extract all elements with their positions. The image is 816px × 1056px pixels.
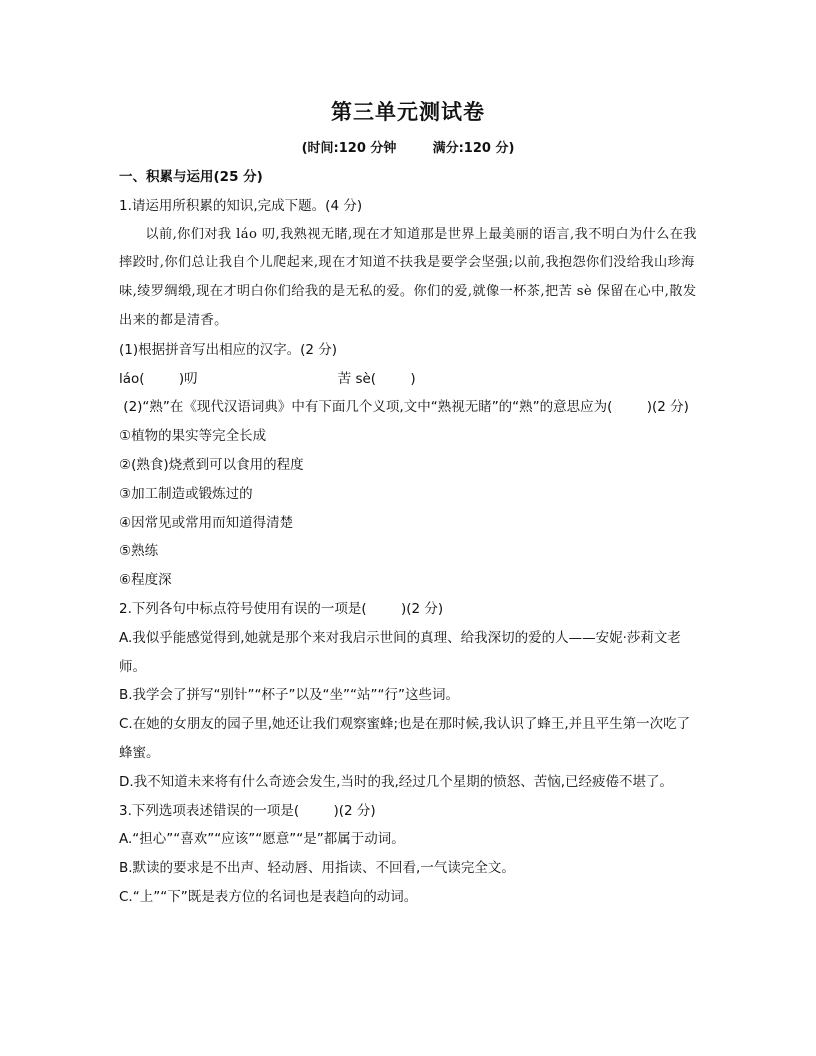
option-item: ⑥程度深: [119, 572, 172, 589]
question-3-option-a: A.“担心”“喜欢”“应该”“愿意”“是”都属于动词。: [119, 831, 405, 848]
question-1-passage: 以前,你们对我 láo 叨,我熟视无睹,现在才知道那是世界上最美丽的语言,我不明白为什么在我摔跤时,你们总让我自个儿爬起来,现在才知道不扶我是要学会坚强;以前,我抱怨你们没给我山珍海味,绫罗绸缎,现在才明白你们给我的是无私的爱。你们的爱,就像一杯茶,把苦 sè 保留在心中,散发出来的都是清香。: [119, 226, 697, 328]
question-2-prompt: 2.下列各句中标点符号使用有误的一项是( )(2 分): [119, 600, 444, 617]
question-2-option-b: B.我学会了拼写“别针”“杯子”以及“坐”“站”“行”这些词。: [119, 687, 459, 704]
blank-lao: láo( )叨: [119, 370, 198, 387]
page-title: 第三单元测试卷: [331, 100, 485, 124]
question-2-option-d: D.我不知道未来将有什么奇迹会发生,当时的我,经过几个星期的愤怒、苦恼,已经疲倦不堪了。: [119, 773, 674, 790]
question-2-option-c: C.在她的女朋友的园子里,她还让我们观察蜜蜂;也是在那时候,我认识了蜂王,并且平生第一次吃了蜂蜜。: [119, 716, 691, 761]
section-heading: 一、积累与运用(25 分): [119, 169, 263, 185]
question-3-prompt: 3.下列选项表述错误的一项是( )(2 分): [119, 802, 376, 819]
question-1-sub2: (2)“熟”在《现代汉语词典》中有下面几个义项,文中“熟视无睹”的“熟”的意思应为( )(2 分): [119, 399, 689, 416]
exam-time-score: (时间:120 分钟 满分:120 分): [301, 141, 515, 156]
option-item: ③加工制造或锻炼过的: [119, 485, 253, 502]
option-item: ⑤熟练: [119, 543, 159, 560]
exam-content: [119, 163, 697, 912]
option-item: ②(熟食)烧煮到可以食用的程度: [119, 456, 304, 473]
question-3-option-c: C.“上”“下”既是表方位的名词也是表趋向的动词。: [119, 888, 418, 905]
question-2-option-a: A.我似乎能感觉得到,她就是那个来对我启示世间的真理、给我深切的爱的人——安妮·莎莉文老师。: [119, 629, 681, 675]
question-1-sub1-blanks: [119, 365, 697, 394]
question-1-prompt: 1.请运用所积累的知识,完成下题。(4 分): [119, 197, 363, 214]
blank-se: 苦 sè( ): [337, 370, 416, 387]
question-3-option-b: B.默读的要求是不出声、轻动唇、用指读、不回看,一气读完全文。: [119, 860, 515, 877]
option-item: ①植物的果实等完全长成: [119, 428, 267, 445]
option-item: ④因常见或常用而知道得清楚: [119, 514, 294, 531]
question-1-sub1: (1)根据拼音写出相应的汉字。(2 分): [119, 341, 338, 358]
